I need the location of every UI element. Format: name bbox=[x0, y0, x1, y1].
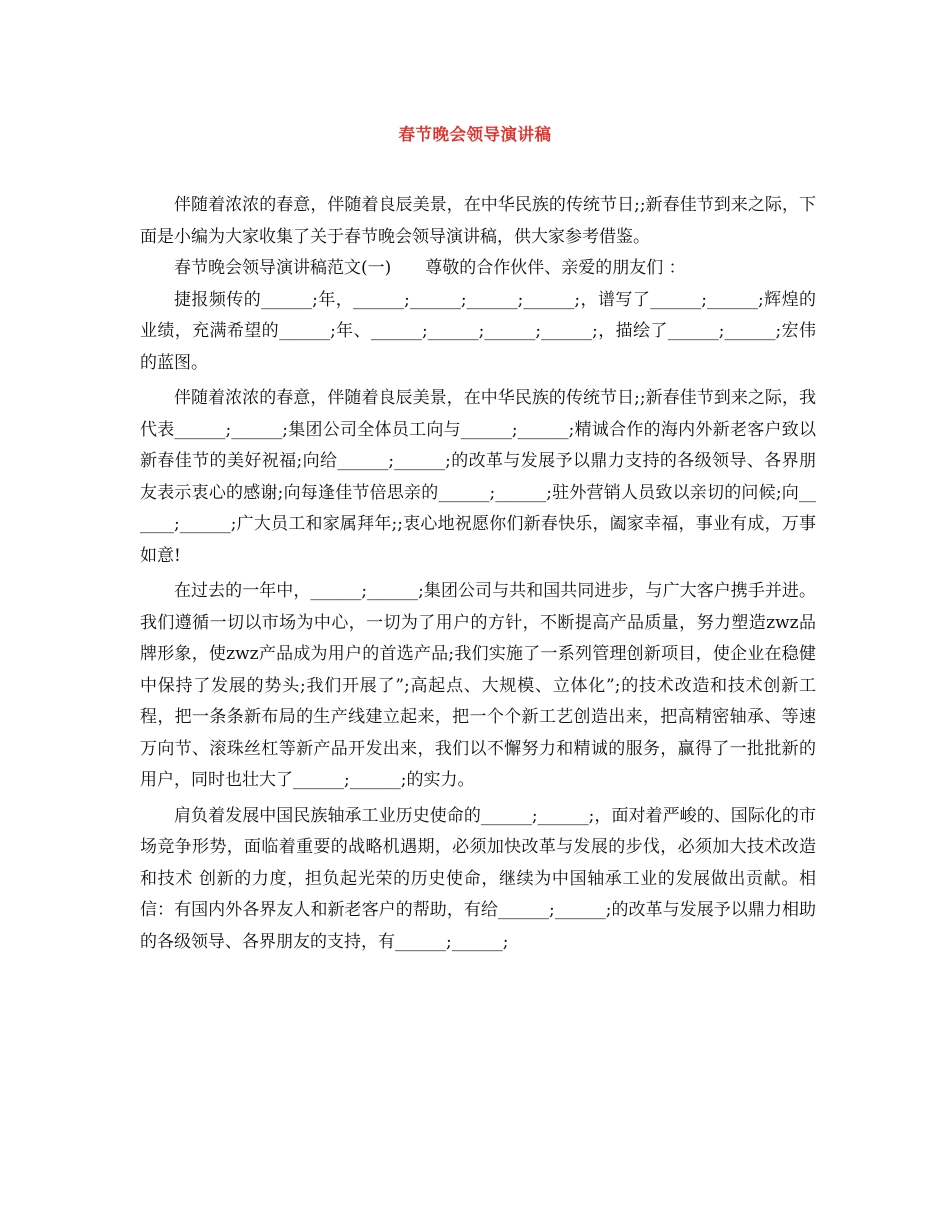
document-body bbox=[140, 190, 816, 958]
paragraph-intro: 伴随着浓浓的春意，伴随着良辰美景，在中华民族的传统节日;;新春佳节到来之际，下面是小编为大家收集了关于春节晚会领导演讲稿，供大家参考借鉴。 bbox=[140, 195, 816, 247]
document-title: 春节晚会领导演讲稿 bbox=[398, 125, 552, 144]
paragraph-greetings: 伴随着浓浓的春意，伴随着良辰美景，在中华民族的传统节日;;新春佳节到来之际，我代表______;______;集团公司全体员工向与______;______;精诚合作的海内外新老客户致以新春佳节的美好祝福;向给______;______;的改革与发展予以鼎力支持的各级领导、各界朋友表示衷心的感谢;向每逢佳节倍思亲的______;______;驻外营销人员致以亲切的问候;向______;______;广大员工和家属拜年;;衷心地祝愿你们新春快乐，阖家幸福，事业有成，万事如意! bbox=[140, 388, 816, 566]
paragraph-past-year: 在过去的一年中，______;______;集团公司与共和国共同进步，与广大客户携手并进。我们遵循一切以市场为中心，一切为了用户的方针，不断提高产品质量，努力塑造zwz品牌形象，使zwz产品成为用户的首选产品;我们实施了一系列管理创新项目，使企业在稳健中保持了发展的势头;我们开展了”;高起点、大规模、立体化”;的技术改造和技术创新工程，把一条条新布局的生产线建立起来，把一个个新工艺创造出来，把高精密轴承、等速万向节、滚珠丝杠等新产品开发出来，我们以不懈努力和精诚的服务，赢得了一批批新的用户，同时也壮大了______;______;的实力。 bbox=[140, 581, 816, 790]
paragraph-achievements: 捷报频传的______;年，______;______;______;______;，谱写了______;______;辉煌的业绩，充满希望的______;年、______;______;______;______;，描绘了______;______;宏伟的蓝图。 bbox=[140, 289, 816, 373]
paragraph-subheading-greeting: 春节晚会领导演讲稿范文(一) 尊敬的合作伙伴、亲爱的朋友们 ： bbox=[174, 258, 686, 278]
paragraph-mission: 肩负着发展中国民族轴承工业历史使命的______;______;，面对着严峻的、国际化的市场竞争形势，面临着重要的战略机遇期，必须加快改革与发展的步伐，必须加大技术改造和技术 创新的力度，担负起光荣的历史使命，继续为中国轴承工业的发展做出贡献。相信：有国内外各界友人和新老客户的帮助，有给______;______;的改革与发展予以鼎力相助的各级领导、各界朋友的支持，有______;______; bbox=[140, 805, 816, 952]
